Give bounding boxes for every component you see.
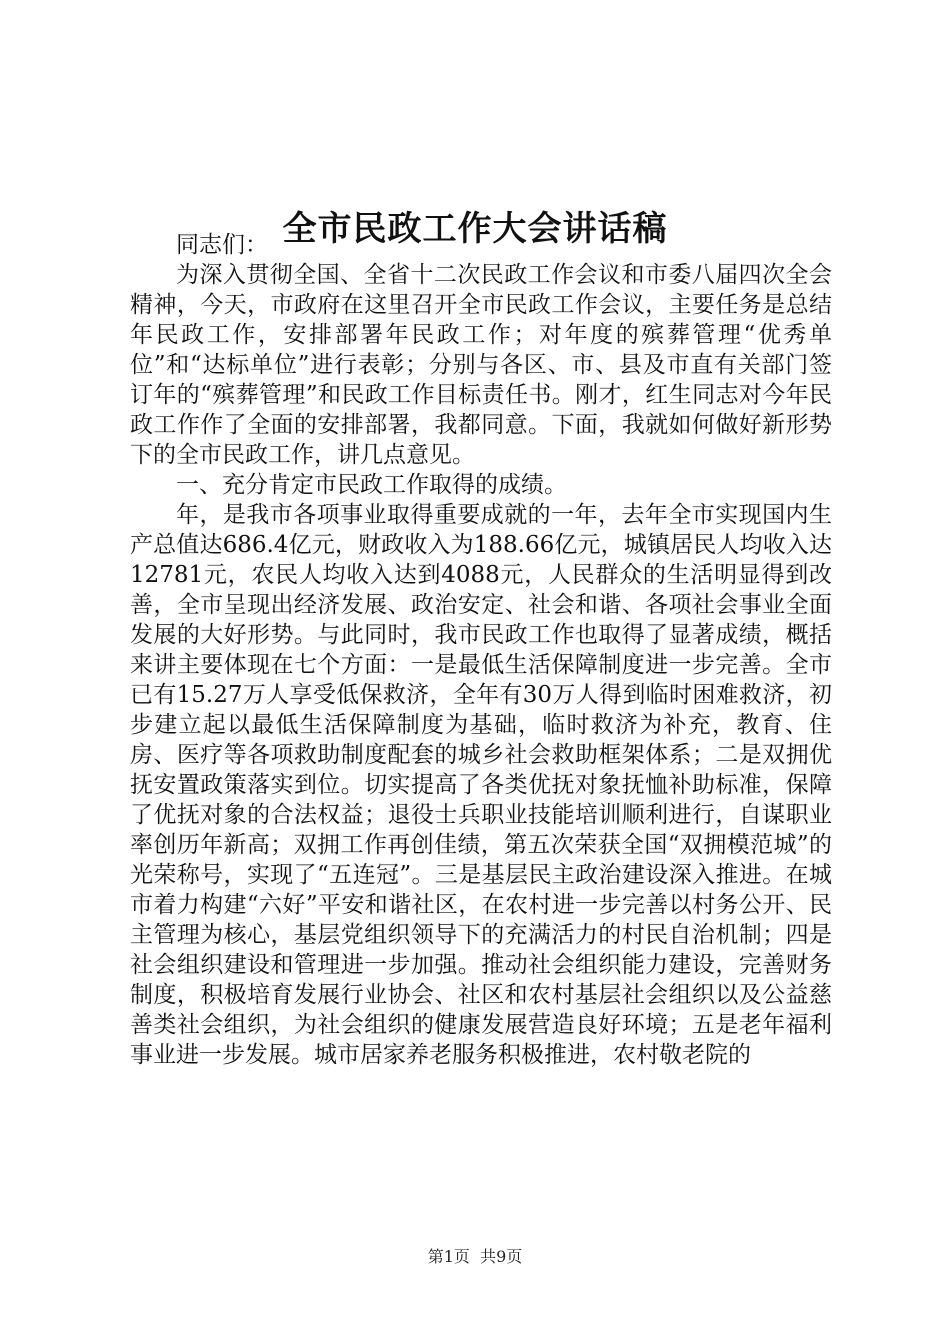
section-heading-1: 一、充分肯定市民政工作取得的成绩。 <box>176 472 567 498</box>
page-total: 共9页 <box>480 1247 523 1266</box>
page-number: 第1页 <box>427 1247 470 1266</box>
salutation: 同志们： <box>176 232 268 258</box>
paragraph-intro: 为深入贯彻全国、全省十二次民政工作会议和市委八届四次全会精神，今天，市政府在这里召开全市民政工作会议，主要任务是总结年民政工作，安排部署年民政工作；对年度的殡葬管理“优秀单位”和“达标单位”进行表彰；分别与各区、市、县及市直有关部门签订年的“殡葬管理”和民政工作目标责任书。刚才，红生同志对今年民政工作作了全面的安排部署，我都同意。下面，我就如何做好新形势下的全市民政工作，讲几点意见。 <box>130 262 832 468</box>
page-footer <box>0 1247 950 1267</box>
paragraph-achievements: 年，是我市各项事业取得重要成就的一年，去年全市实现国内生产总值达686.4亿元，财政收入为188.66亿元，城镇居民人均收入达12781元，农民人均收入达到4088元，人民群众的生活明显得到改善，全市呈现出经济发展、政治安定、社会和谐、各项社会事业全面发展的大好形势。与此同时，我市民政工作也取得了显著成绩，概括来讲主要体现在七个方面：一是最低生活保障制度进一步完善。全市已有15.27万人享受低保救济，全年有30万人得到临时困难救济，初步建立起以最低生活保障制度为基础，临时救济为补充，教育、住房、医疗等各项救助制度配套的城乡社会救助框架体系；二是双拥优抚安置政策落实到位。切实提高了各类优抚对象抚恤补助标准，保障了优抚对象的合法权益；退役士兵职业技能培训顺利进行，自谋职业率创历年新高；双拥工作再创佳绩，第五次荣获全国“双拥模范城”的光荣称号，实现了“五连冠”。三是基层民主政治建设深入推进。在城市着力构建“六好”平安和谐社区，在农村进一步完善以村务公开、民主管理为核心，基层党组织领导下的充满活力的村民自治机制；四是社会组织建设和管理进一步加强。推动社会组织能力建设，完善财务制度，积极培育发展行业协会、社区和农村基层社会组织以及公益慈善类社会组织，为社会组织的健康发展营造良好环境；五是老年福利事业进一步发展。城市居家养老服务积极推进，农村敬老院的 <box>130 502 832 1068</box>
document-title: 全市民政工作大会讲话稿 <box>282 208 668 249</box>
footer-spacer <box>470 1247 480 1266</box>
document-body <box>130 230 832 1070</box>
